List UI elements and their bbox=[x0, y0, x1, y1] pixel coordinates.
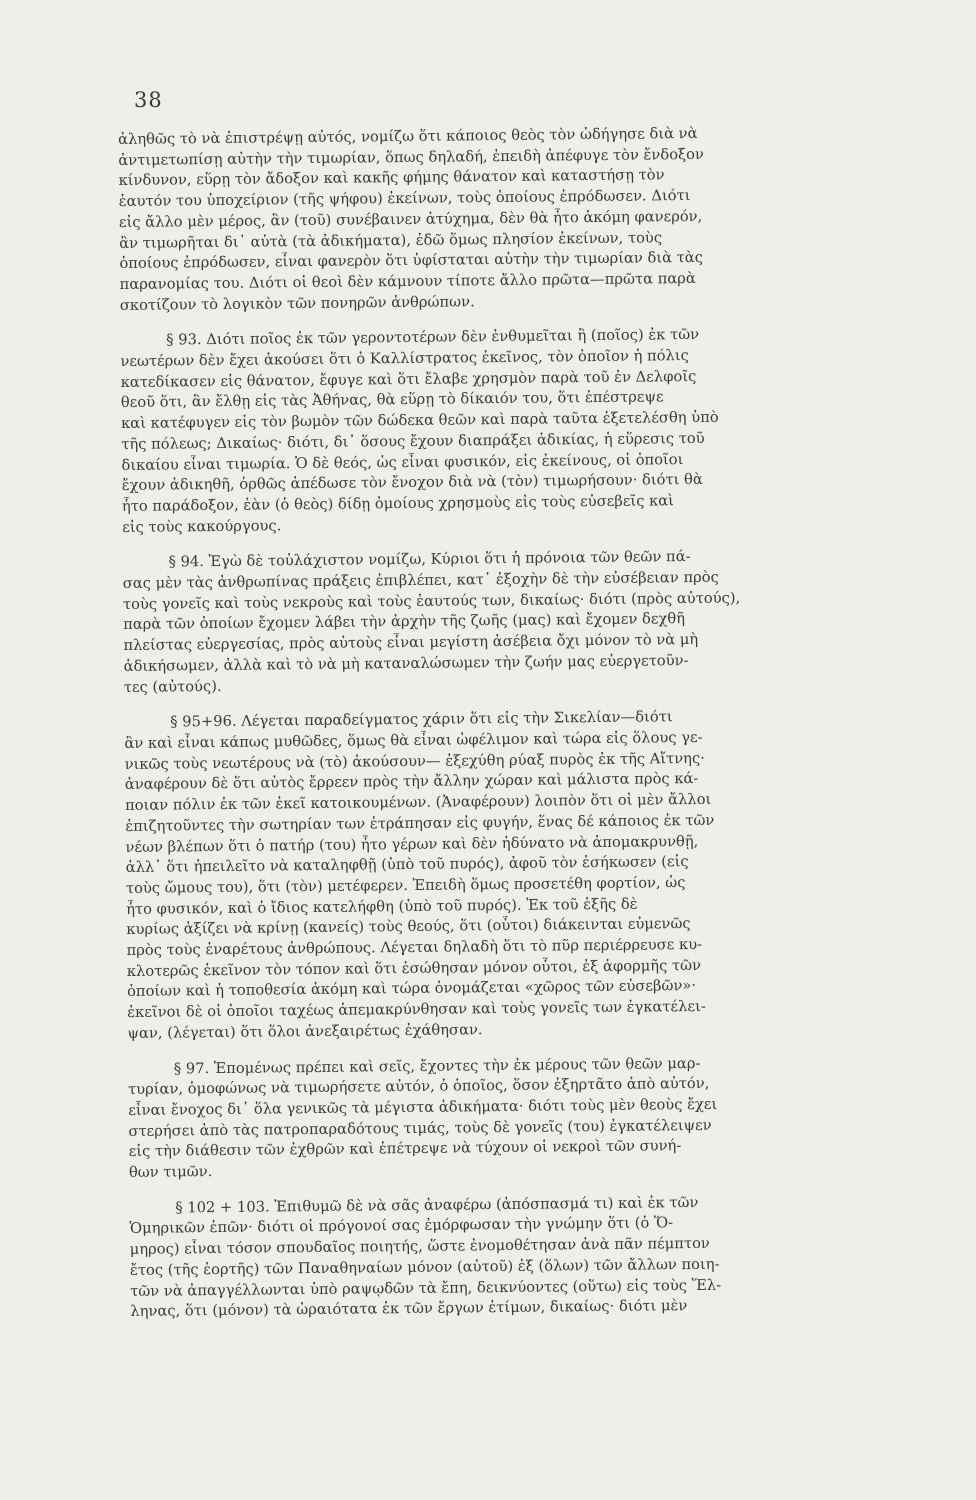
text-line: θων τιμῶν. bbox=[128, 1163, 213, 1181]
text-line: θεοῦ ὅτι, ἂν ἔλθῃ εἰς τὰς Ἀθήνας, θὰ εὕρῃ τὸ δίκαιόν του, ὅτι ἐπέστρεψε bbox=[120, 388, 664, 412]
text-line: τῆς πόλεως; Δικαίως· διότι, δι᾿ ὅσους ἔχουν διαπράξει ἀδικίας, ἡ εὕρεσις τοῦ bbox=[121, 429, 705, 453]
text-line: παρανομίας του. Διότι οἱ θεοὶ δὲν κάμνουν τίποτε ἄλλο πρῶτα—πρῶτα παρὰ bbox=[119, 269, 696, 293]
paragraph-section-94 bbox=[122, 545, 923, 698]
body-text bbox=[118, 122, 930, 1323]
text-line: κυρίως ἀξίζει νὰ κρίνῃ (κανείς) τοὺς θεούς, ὅτι (οὗτοι) διάκεινται εὐμενῶς bbox=[126, 915, 691, 939]
text-line: εἶναι ἔνοχος δι᾿ ὅλα γενικῶς τὰ μέγιστα ἀδικήματα· διότι τοὺς μὲν θεοὺς ἔχει bbox=[128, 1095, 718, 1119]
text-line: § 93. Διότι ποῖος ἐκ τῶν γεροντοτέρων δὲν ἐνθυμεῖται ἢ (ποῖος) ἐκ τῶν bbox=[166, 326, 700, 349]
text-line: εἰς ἄλλο μὲν μέρος, ἂν (τοῦ) συνέβαινεν ἀτύχημα, δὲν θὰ ἦτο ἀκόμη φανερόν, bbox=[118, 207, 703, 231]
text-line: στερήσει ἀπὸ τὰς πατροπαραδότους τιμάς, τοὺς δὲ γονεῖς (του) ἐγκατέλειψεν bbox=[128, 1116, 712, 1140]
text-line: ὁποίων καὶ ἡ τοποθεσία ἀκόμη καὶ τώρα ὀνομάζεται «χῶρος τῶν εὐσεβῶν»· bbox=[126, 977, 697, 1001]
text-line: τῶν νὰ ἀπαγγέλλωνται ὑπὸ ραψῳδῶν τὰ ἔπη, δεικνύοντες (οὕτω) εἰς τοὺς Ἕλ- bbox=[130, 1276, 722, 1300]
text-line: § 102 + 103. Ἐπιθυμῶ δὲ νὰ σᾶς ἀναφέρω (ἀπόσπασμά τι) καὶ ἐκ τῶν bbox=[175, 1193, 699, 1217]
text-line: § 95+96. Λέγεται παραδείγματος χάριν ὅτι εἰς τὴν Σικελίαν—διότι bbox=[170, 708, 673, 731]
text-line: ἀληθῶς τὸ νὰ ἐπιστρέψῃ αὐτός, νομίζω ὅτι κάποιος θεὸς τὸν ὡδήγησε διὰ νὰ bbox=[118, 124, 698, 148]
text-line: ἂν τιμωρῆται δι᾿ αὐτὰ (τὰ ἀδικήματα), ἐδῶ ὅμως πλησίον ἐκείνων, τοὺς bbox=[119, 228, 663, 252]
paragraph-section-102-103 bbox=[129, 1190, 930, 1323]
text-line: τυρίαν, ὁμοφώνως νὰ τιμωρήσετε αὐτόν, ὁ ὁποῖος, ὅσον ἐξηρτᾶτο ἀπὸ αὐτόν, bbox=[127, 1075, 710, 1099]
text-line: § 94. Ἐγὼ δὲ τοὐλάχιστον νομίζω, Κύριοι ὅτι ἡ πρόνοια τῶν θεῶν πά- bbox=[168, 548, 691, 571]
text-line: κλοτερῶς ἐκεῖνον τὸν τόπον καὶ ὅτι ἐσώθησαν μόνον οὗτοι, ἐξ ἀφορμῆς τῶν bbox=[126, 956, 702, 980]
text-line: ἔχουν ἀδικηθῆ, ὀρθῶς ἀπέδωσε τὸν ἔνοχον διὰ νὰ (τὸν) τιμωρήσουν· διότι θὰ bbox=[121, 471, 703, 495]
text-line: Ὁμηρικῶν ἐπῶν· διότι οἱ πρόγονοί σας ἐμόρφωσαν τὴν γνώμην ὅτι (ὁ Ὅ- bbox=[129, 1214, 674, 1238]
text-line: παρὰ τῶν ὁποίων ἔχομεν λάβει τὴν ἀρχὴν τῆς ζωῆς (μας) καὶ ἔχομεν δεχθῆ bbox=[123, 610, 686, 634]
text-line: πλείστας εὐεργεσίας, πρὸς αὐτοὺς εἶναι μεγίστη ἀσέβεια ὄχι μόνον τὸ νὰ μὴ bbox=[123, 631, 699, 655]
text-line: δικαίου εἶναι τιμωρία. Ὁ δὲ θεός, ὡς εἶναι φυσικόν, εἰς ἐκείνους, οἱ ὁποῖοι bbox=[121, 450, 684, 474]
paragraph-section-93 bbox=[120, 323, 922, 538]
text-line: κατεδίκασεν εἰς θάνατον, ἔφυγε καὶ ὅτι ἔλαβε χρησμὸν παρὰ τοῦ ἐν Δελφοῖς bbox=[120, 367, 697, 391]
text-line: ποιαν πόλιν ἐκ τῶν ἐκεῖ κατοικουμένων. (Ἀναφέρουν) λοιπὸν ὅτι οἱ μὲν ἄλλοι bbox=[124, 790, 712, 815]
text-line: ληνας, ὅτι (μόνον) τὰ ὡραιότατα ἐκ τῶν ἔργων ἐτίμων, δικαίως· διότι μὲν bbox=[130, 1297, 688, 1321]
text-line: ἐπιζητοῦντες τὴν σωτηρίαν των ἐτράπησαν εἰς φυγήν, ἕνας δέ κάποιος ἐκ τῶν bbox=[125, 811, 715, 835]
text-line: ἀδικήσωμεν, ἀλλὰ καὶ τὸ νὰ μὴ καταναλώσωμεν τὴν ζωήν μας εὐεργετοῦν- bbox=[123, 651, 689, 675]
text-line: ἦτο φυσικόν, καὶ ὁ ἴδιος κατελήφθη (ὑπὸ τοῦ πυρός). Ἐκ τοῦ ἑξῆς δὲ bbox=[126, 895, 638, 918]
text-line: ἂν καὶ εἶναι κάπως μυθῶδες, ὅμως θὰ εἶναι ὠφέλιμον καὶ τώρα εἰς ὅλους γε- bbox=[124, 728, 703, 752]
paragraph-continuation bbox=[118, 122, 920, 317]
text-line: νέων βλέπων ὅτι ὁ πατήρ (του) ἦτο γέρων καὶ δὲν ἠδύνατο νὰ ἀπομακρυνθῇ, bbox=[125, 832, 699, 856]
text-line: τοὺς ὤμους του), ὅτι (τὸν) μετέφερεν. Ἐπειδὴ ὅμως προσετέθη φορτίον, ὡς bbox=[125, 874, 686, 897]
paragraph-section-95-96 bbox=[124, 705, 927, 1045]
text-line: σας μὲν τὰς ἀνθρωπίνας πράξεις ἐπιβλέπει, κατ᾿ ἐξοχὴν δὲ τὴν εὐσέβειαν πρὸς bbox=[122, 568, 719, 593]
text-line: καὶ κατέφυγεν εἰς τὸν βωμὸν τῶν δώδεκα θεῶν καὶ παρὰ ταῦτα ἐξετελέσθη ὑπὸ bbox=[120, 408, 719, 433]
text-line: ἔτος (τῆς ἑορτῆς) τῶν Παναθηναίων μόνον (αὐτοῦ) ἐξ (ὅλων) τῶν ἄλλων ποιη- bbox=[129, 1255, 720, 1279]
paragraph-section-97 bbox=[128, 1051, 929, 1184]
text-line: νικῶς τοὺς νεωτέρους νὰ (τὸ) ἀκούσουν— ἐξεχύθη ρύαξ πυρὸς ἐκ τῆς Αἴτνης· bbox=[124, 749, 705, 773]
text-line: κίνδυνον, εὕρῃ τὸν ἄδοξον καὶ κακῆς φήμης θάνατον καὶ καταστήσῃ τὸν bbox=[118, 166, 665, 190]
text-line: εἰς τοὺς κακούργους. bbox=[122, 516, 282, 536]
text-line: πρὸς τοὺς ἐναρέτους ἀνθρώπους. Λέγεται δηλαδὴ ὅτι τὸ πῦρ περιέρρευσε κυ- bbox=[126, 935, 703, 959]
text-line: νεωτέρων δὲν ἔχει ἀκούσει ὅτι ὁ Καλλίστρατος ἐκεῖνος, τὸν ὁποῖον ἡ πόλις bbox=[120, 347, 689, 371]
page-number: 38 bbox=[134, 88, 163, 112]
text-line: ὁποίους ἐπρόδωσεν, εἶναι φανερὸν ὅτι ὑφίσταται αὐτὴν τὴν τιμωρίαν διὰ τὰς bbox=[119, 249, 703, 273]
text-line: εἰς τὴν διάθεσιν τῶν ἐχθρῶν καὶ ἐπέτρεψε νὰ τύχουν οἱ νεκροὶ τῶν συνή- bbox=[128, 1137, 682, 1161]
text-line: ἦτο παράδοξον, ἐὰν (ὁ θεὸς) δίδῃ ὁμοίους χρησμοὺς εἰς τοὺς εὐσεβεῖς καὶ bbox=[121, 492, 674, 515]
text-line: ἀντιμετωπίσῃ αὐτὴν τὴν τιμωρίαν, ὅπως δηλαδή, ἐπειδὴ ἀπέφυγε τὸν ἔνδοξον bbox=[118, 145, 704, 169]
text-line: ἀναφέρουν δὲ ὅτι αὐτὸς ἔρρεεν πρὸς τὴν ἄλλην χώραν καὶ μάλιστα πρὸς κά- bbox=[124, 770, 699, 794]
text-line: μηρος) εἶναι τόσον σπουδαῖος ποιητής, ὥστε ἐνομοθέτησαν ἀνὰ πᾶν πέμπτον bbox=[129, 1235, 710, 1259]
text-line: σκοτίζουν τὸ λογικὸν τῶν πονηρῶν ἀνθρώπων. bbox=[119, 292, 475, 314]
text-line: ἑαυτόν του ὑποχείριον (τῆς ψήφου) ἐκείνων, τοὺς ὁποίους ἐπρόδωσεν. Διότι bbox=[118, 187, 691, 211]
text-line: τες (αὐτούς). bbox=[123, 677, 222, 696]
text-line: ψαν, (λέγεται) ὅτι ὅλοι ἀνεξαιρέτως ἐχάθησαν. bbox=[127, 1021, 483, 1042]
text-line: τοὺς γονεῖς καὶ τοὺς νεκροὺς καὶ τοὺς ἑαυτούς των, δικαίως· διότι (πρὸς αὐτούς), bbox=[122, 589, 741, 613]
text-line: ἐκεῖνοι δὲ οἱ ὁποῖοι ταχέως ἀπεμακρύνθησαν καὶ τοὺς γονεῖς των ἐγκατέλει- bbox=[127, 998, 706, 1022]
text-line: § 97. Ἑπομένως πρέπει καὶ σεῖς, ἔχοντες τὴν ἐκ μέρους τῶν θεῶν μαρ- bbox=[173, 1054, 701, 1077]
text-line: ἀλλ᾿ ὅτι ἠπειλεῖτο νὰ καταληφθῇ (ὑπὸ τοῦ πυρός), ἀφοῦ τὸν ἐσήκωσεν (εἰς bbox=[125, 853, 689, 877]
